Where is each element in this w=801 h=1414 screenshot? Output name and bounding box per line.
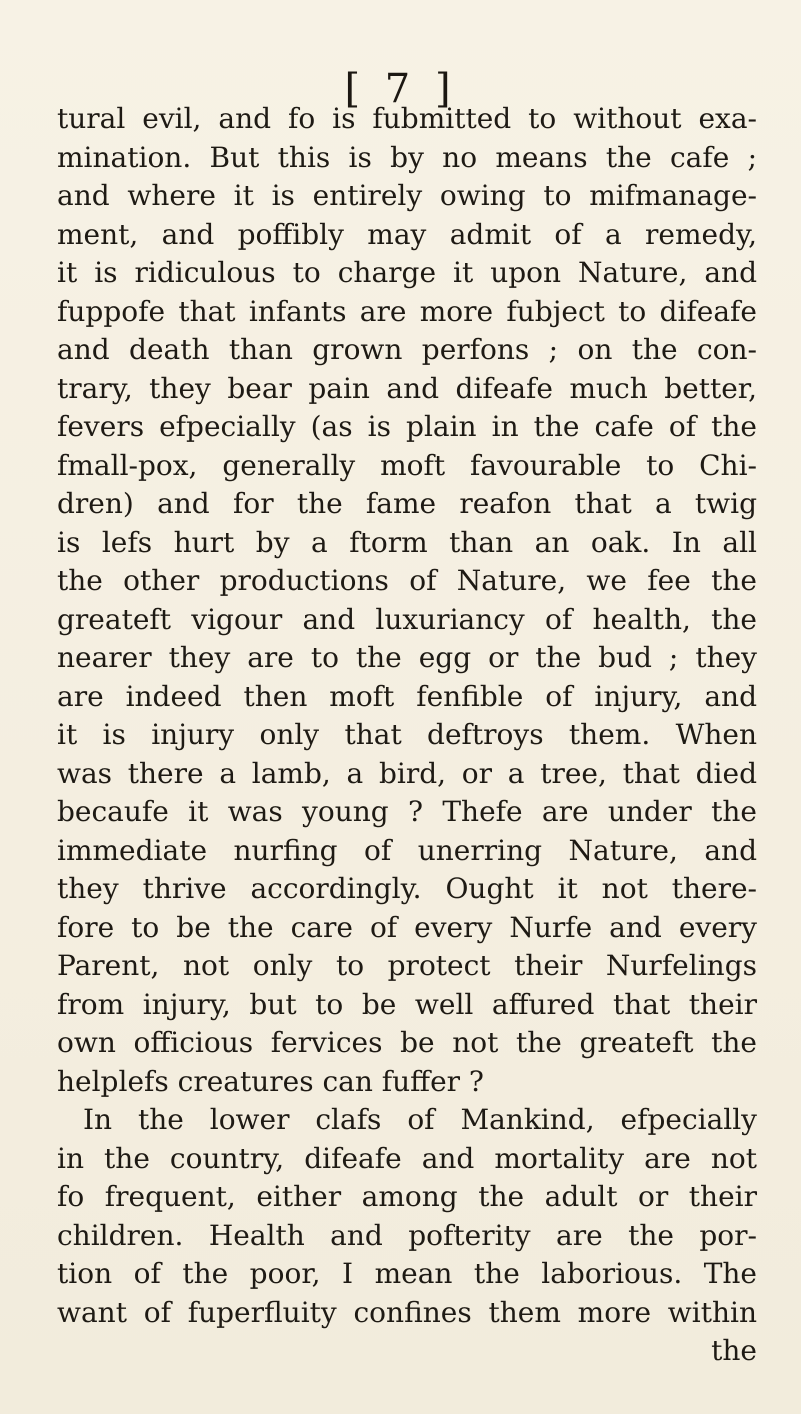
text-line: the other productions of Nature, we fee the <box>57 564 757 597</box>
text-line: becaufe it was young ? Thefe are under the <box>57 795 757 828</box>
text-line: fmall-pox, generally moft favourable to Chi- <box>57 448 757 482</box>
text-line: was there a lamb, a bird, or a tree, that died <box>57 756 757 790</box>
body-text <box>57 100 757 1371</box>
text-line: they thrive accordingly. Ought it not there- <box>57 872 757 905</box>
text-line: own officious fervices be not the greateft the <box>57 1026 757 1059</box>
text-line: mination. But this is by no means the cafe ; <box>57 140 757 174</box>
text-line: fore to be the care of every Nurfe and every <box>57 910 757 944</box>
text-line: and death than grown perfons ; on the con- <box>57 333 757 366</box>
text-line: dren) and for the fame reafon that a twig <box>57 487 757 520</box>
text-line: trary, they bear pain and difeafe much better, <box>57 371 757 405</box>
text-line: tural evil, and fo is fubmitted to without exa- <box>57 102 757 135</box>
text-line: is lefs hurt by a ftorm than an oak. In all <box>57 525 757 559</box>
text-line: tion of the poor, I mean the laborious. The <box>57 1257 757 1290</box>
catchword: the <box>711 1334 757 1367</box>
text-line: and where it is entirely owing to mifmanage- <box>57 179 757 212</box>
page-number: [ 7 ] <box>344 66 457 112</box>
text-line: are indeed then moft fenfible of injury, and <box>57 679 757 713</box>
text-line: greateft vigour and luxuriancy of health, the <box>57 602 757 636</box>
text-line: helplefs creatures can fuffer ? <box>57 1064 484 1098</box>
text-line: children. Health and pofterity are the por- <box>57 1218 757 1252</box>
text-line: immediate nurfing of unerring Nature, and <box>57 833 757 867</box>
text-line: in the country, difeafe and mortality are not <box>57 1141 757 1175</box>
text-line: fo frequent, either among the adult or their <box>57 1180 757 1213</box>
text-line: it is ridiculous to charge it upon Nature, and <box>57 256 757 289</box>
text-line: nearer they are to the egg or the bud ; they <box>57 641 757 674</box>
text-line: fuppofe that infants are more fubject to difeafe <box>57 294 757 328</box>
text-line: Parent, not only to protect their Nurfelings <box>57 949 757 982</box>
text-line: ment, and poffibly may admit of a remedy, <box>57 217 757 251</box>
text-line: from injury, but to be well affured that their <box>57 987 757 1021</box>
text-line: fevers efpecially (as is plain in the cafe of the <box>57 410 757 443</box>
text-line: want of fuperfluity confines them more within <box>57 1295 757 1329</box>
text-line: it is injury only that deftroys them. When <box>57 718 757 751</box>
text-line-paragraph-start: In the lower clafs of Mankind, efpecially <box>83 1103 757 1136</box>
